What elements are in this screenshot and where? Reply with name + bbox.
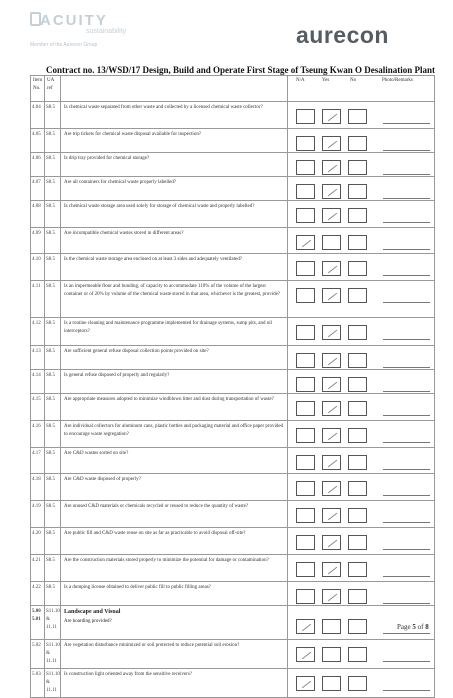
- question-label: Are all containers for chemical waste properly labelled?: [64, 180, 177, 185]
- tick-mark-icon: [302, 624, 311, 631]
- table-row: [31, 501, 435, 528]
- remarks-line[interactable]: [383, 690, 430, 691]
- na-checkbox[interactable]: [296, 481, 315, 496]
- table-row: [31, 555, 435, 582]
- no-checkbox[interactable]: [348, 589, 367, 604]
- question-label: Is drip tray provided for chemical storage?: [64, 156, 150, 161]
- na-checkbox[interactable]: [296, 401, 315, 416]
- yes-checkbox[interactable]: [322, 377, 341, 392]
- question-text: [61, 228, 288, 254]
- yes-checkbox[interactable]: [322, 261, 341, 276]
- item-number: 4.22: [31, 582, 45, 606]
- table-row: [31, 228, 435, 254]
- yes-checkbox[interactable]: [322, 508, 341, 523]
- remarks-line[interactable]: [383, 249, 430, 250]
- question-text: [61, 582, 288, 606]
- response-cell: [288, 129, 435, 153]
- no-checkbox[interactable]: [348, 562, 367, 577]
- tick-mark-icon: [328, 165, 337, 172]
- yes-checkbox[interactable]: [322, 184, 341, 199]
- yes-checkbox[interactable]: [322, 428, 341, 443]
- ua-reference: S11.10 & 11.11: [45, 606, 61, 640]
- yes-checkbox[interactable]: [322, 455, 341, 470]
- tick-mark-icon: [328, 189, 337, 196]
- no-checkbox[interactable]: [348, 619, 367, 634]
- question-label: Are appropriate measures adopted to minimize windblown litter and dust during transportation of waste?: [64, 397, 274, 402]
- response-cell: [288, 346, 435, 370]
- tick-mark-icon: [302, 240, 311, 247]
- yes-checkbox[interactable]: [322, 676, 341, 691]
- remarks-line[interactable]: [383, 603, 430, 604]
- item-no-header: Item No.: [31, 76, 45, 102]
- aurecon-logo: aurecon: [296, 22, 389, 48]
- table-row: [31, 640, 435, 669]
- ua-reference: S8.5: [45, 501, 61, 528]
- question-text: [61, 421, 288, 448]
- table-row: [31, 201, 435, 228]
- ua-reference: S8.5: [45, 318, 61, 346]
- response-header: [288, 76, 435, 102]
- tick-mark-icon: [328, 293, 337, 300]
- item-number: 4.12: [31, 318, 45, 346]
- question-label: Is general refuse disposed of properly and regularly?: [64, 373, 170, 378]
- ua-reference: S8.5: [45, 201, 61, 228]
- table-row: [31, 370, 435, 394]
- remarks-line[interactable]: [383, 198, 430, 199]
- question-label: Are C&D wastes sorted on site?: [64, 451, 129, 456]
- table-row: [31, 281, 435, 318]
- question-text: [61, 318, 288, 346]
- question-text: [61, 346, 288, 370]
- item-number: 4.13: [31, 346, 45, 370]
- response-cell: [288, 370, 435, 394]
- remarks-line[interactable]: [383, 442, 430, 443]
- response-cell: [288, 177, 435, 201]
- remarks-line[interactable]: [383, 123, 430, 124]
- no-checkbox[interactable]: [348, 508, 367, 523]
- tick-mark-icon: [328, 460, 337, 467]
- response-cell: [288, 474, 435, 501]
- question-text: [61, 555, 288, 582]
- question-label: Is an impermeable floor and bunding, of capacity to accommodate 110% of the volume of the largest container or of 20% by volume of the chemical waste stored in that area, whichever is the greatest, provide?: [64, 284, 281, 297]
- na-checkbox[interactable]: [296, 136, 315, 151]
- na-checkbox[interactable]: [296, 589, 315, 604]
- item-number: 4.06: [31, 153, 45, 177]
- response-cell: [288, 318, 435, 346]
- table-row: [31, 153, 435, 177]
- item-number: 5.02: [31, 640, 45, 669]
- ua-reference: S8.5: [45, 129, 61, 153]
- tick-mark-icon: [328, 382, 337, 389]
- na-checkbox[interactable]: [296, 535, 315, 550]
- remarks-line[interactable]: [383, 339, 430, 340]
- question-header: [61, 76, 288, 102]
- question-label: Is construction light oriented away from the sensitive receivers?: [64, 672, 193, 677]
- na-header: N/A: [296, 78, 305, 83]
- no-checkbox[interactable]: [348, 288, 367, 303]
- na-checkbox[interactable]: [296, 261, 315, 276]
- item-number: 4.11: [31, 281, 45, 318]
- table-header-row: [31, 76, 435, 102]
- no-checkbox[interactable]: [348, 401, 367, 416]
- yes-checkbox[interactable]: [322, 288, 341, 303]
- ua-reference: S11.10 & 11.11: [45, 669, 61, 698]
- yes-checkbox[interactable]: [322, 535, 341, 550]
- response-cell: [288, 281, 435, 318]
- yes-checkbox[interactable]: [322, 562, 341, 577]
- question-label: Are C&D waste disposed of properly?: [64, 477, 141, 482]
- response-cell: [288, 394, 435, 421]
- remarks-line[interactable]: [383, 633, 430, 634]
- document-title: Contract no. 13/WSD/17 Design, Build and Operate First Stage of Tseung Kwan O Desalination Plant: [46, 65, 436, 75]
- no-header: No: [350, 78, 357, 83]
- tick-mark-icon: [328, 358, 337, 365]
- response-cell: [288, 528, 435, 555]
- tick-mark-icon: [302, 681, 311, 688]
- question-label: Is the chemical waste storage area enclosed on at least 3 sides and adequately ventilated?: [64, 257, 242, 262]
- table-row: [31, 177, 435, 201]
- response-cell: [288, 501, 435, 528]
- table-row: [31, 254, 435, 281]
- question-label: Is a dumping license obtained to deliver public fill to public filling areas?: [64, 585, 211, 590]
- item-number: 4.20: [31, 528, 45, 555]
- table-row: [31, 474, 435, 501]
- question-label: Are incompatible chemical wastes stored in different areas?: [64, 231, 184, 236]
- na-checkbox[interactable]: [296, 647, 315, 662]
- response-cell: [288, 640, 435, 669]
- question-text: [61, 281, 288, 318]
- yes-header: Yes: [322, 78, 330, 83]
- remarks-line[interactable]: [383, 549, 430, 550]
- tick-mark-icon: [328, 213, 337, 220]
- item-number: 4.21: [31, 555, 45, 582]
- item-number: 4.09: [31, 228, 45, 254]
- remarks-line[interactable]: [383, 661, 430, 662]
- item-number: 4.15: [31, 394, 45, 421]
- tick-mark-icon: [302, 652, 311, 659]
- na-checkbox[interactable]: [296, 619, 315, 634]
- item-number: 4.16: [31, 421, 45, 448]
- acuity-logo-member: Member of the Aurecon Group: [30, 42, 98, 48]
- question-text: [61, 254, 288, 281]
- tick-mark-icon: [328, 567, 337, 574]
- question-text: [61, 501, 288, 528]
- ua-reference: S8.5: [45, 528, 61, 555]
- question-label: Are public fill and C&D waste reuse on site as far as practicable to avoid disposal off-site?: [64, 531, 246, 536]
- acuity-logo: [30, 12, 150, 52]
- yes-checkbox[interactable]: [322, 647, 341, 662]
- question-subitem-label: Are hoarding provided?: [64, 618, 112, 624]
- yes-checkbox[interactable]: [322, 325, 341, 340]
- remarks-line[interactable]: [383, 302, 430, 303]
- table-row: [31, 528, 435, 555]
- question-text: [61, 448, 288, 474]
- question-label: Is a routine cleaning and maintenance programme implemented for drainage systems, sump pits, and oil interceptors?: [64, 321, 272, 334]
- table-row: [31, 394, 435, 421]
- question-text: [61, 201, 288, 228]
- table-row: [31, 129, 435, 153]
- ua-reference: S8.5: [45, 582, 61, 606]
- ua-reference: S8.5: [45, 177, 61, 201]
- no-checkbox[interactable]: [348, 353, 367, 368]
- no-checkbox[interactable]: [348, 455, 367, 470]
- na-checkbox[interactable]: [296, 288, 315, 303]
- tick-mark-icon: [328, 513, 337, 520]
- ua-reference: S8.5: [45, 370, 61, 394]
- table-row: [31, 318, 435, 346]
- tick-mark-icon: [328, 594, 337, 601]
- question-label: Is chemical waste separated from other waste and collected by a licensed chemical waste collector?: [64, 105, 263, 110]
- question-label: Landscape and Visual: [64, 609, 121, 615]
- ua-reference: S8.5: [45, 281, 61, 318]
- no-checkbox[interactable]: [348, 325, 367, 340]
- item-number: 4.18: [31, 474, 45, 501]
- na-checkbox[interactable]: [296, 562, 315, 577]
- response-cell: [288, 448, 435, 474]
- no-checkbox[interactable]: [348, 261, 367, 276]
- no-checkbox[interactable]: [348, 136, 367, 151]
- remarks-line[interactable]: [383, 495, 430, 496]
- remarks-line[interactable]: [383, 576, 430, 577]
- no-checkbox[interactable]: [348, 535, 367, 550]
- item-number: 4.05: [31, 129, 45, 153]
- remarks-line[interactable]: [383, 174, 430, 175]
- no-checkbox[interactable]: [348, 235, 367, 250]
- no-checkbox[interactable]: [348, 109, 367, 124]
- question-text: [61, 102, 288, 129]
- response-cell: [288, 421, 435, 448]
- question-label: Are unused C&D materials or chemicals recycled or reused to reduce the quantity of waste?: [64, 504, 249, 509]
- yes-checkbox[interactable]: [322, 481, 341, 496]
- na-checkbox[interactable]: [296, 377, 315, 392]
- question-label: Are individual collectors for aluminum cans, plastic bottles and packaging material and office paper provided to encourage waste segregation?: [64, 424, 284, 437]
- no-checkbox[interactable]: [348, 184, 367, 199]
- tick-mark-icon: [328, 114, 337, 121]
- item-number: 4.04: [31, 102, 45, 129]
- response-cell: [288, 102, 435, 129]
- table-row: [31, 606, 435, 640]
- item-number: 4.19: [31, 501, 45, 528]
- ua-reference: S11.10 & 11.11: [45, 640, 61, 669]
- yes-checkbox[interactable]: [322, 136, 341, 151]
- item-number: 4.14: [31, 370, 45, 394]
- no-checkbox[interactable]: [348, 208, 367, 223]
- item-number: 5.03: [31, 669, 45, 698]
- question-text: [61, 394, 288, 421]
- yes-checkbox[interactable]: [322, 353, 341, 368]
- na-checkbox[interactable]: [296, 353, 315, 368]
- yes-checkbox[interactable]: [322, 235, 341, 250]
- question-text: [61, 129, 288, 153]
- ua-reference: S8.5: [45, 394, 61, 421]
- question-text: [61, 474, 288, 501]
- item-number: 4.07: [31, 177, 45, 201]
- yes-checkbox[interactable]: [322, 109, 341, 124]
- table-row: [31, 102, 435, 129]
- yes-checkbox[interactable]: [322, 208, 341, 223]
- na-checkbox[interactable]: [296, 455, 315, 470]
- na-checkbox[interactable]: [296, 325, 315, 340]
- response-cell: [288, 153, 435, 177]
- tick-mark-icon: [328, 330, 337, 337]
- item-number: 4.10: [31, 254, 45, 281]
- question-text: [61, 177, 288, 201]
- response-cell: [288, 582, 435, 606]
- question-text: [61, 640, 288, 669]
- ua-reference: S8.5: [45, 153, 61, 177]
- no-checkbox[interactable]: [348, 428, 367, 443]
- question-text: [61, 606, 288, 640]
- remarks-line[interactable]: [383, 469, 430, 470]
- tick-mark-icon: [328, 486, 337, 493]
- yes-checkbox[interactable]: [322, 589, 341, 604]
- response-cell: [288, 228, 435, 254]
- tick-mark-icon: [328, 141, 337, 148]
- no-checkbox[interactable]: [348, 377, 367, 392]
- acuity-logo-name: ACUITY: [40, 12, 108, 29]
- tick-mark-icon: [328, 406, 337, 413]
- question-text: [61, 669, 288, 698]
- remarks-line[interactable]: [383, 391, 430, 392]
- remarks-line[interactable]: [383, 522, 430, 523]
- ua-reference: S8.5: [45, 448, 61, 474]
- na-checkbox[interactable]: [296, 235, 315, 250]
- remarks-header: Photo/Remarks: [382, 78, 413, 83]
- no-checkbox[interactable]: [348, 160, 367, 175]
- ua-reference: S8.5: [45, 346, 61, 370]
- page-number: Page 5 of 8: [397, 623, 429, 631]
- remarks-line[interactable]: [383, 275, 430, 276]
- yes-checkbox[interactable]: [322, 401, 341, 416]
- response-cell: [288, 555, 435, 582]
- table-row: [31, 421, 435, 448]
- table-row: [31, 669, 435, 698]
- ua-reference: S8.5: [45, 102, 61, 129]
- response-cell: [288, 254, 435, 281]
- acuity-logo-sub: sustainability: [86, 28, 127, 35]
- ua-reference: S8.5: [45, 474, 61, 501]
- ua-ref-header: UA ref: [45, 76, 61, 102]
- remarks-line[interactable]: [383, 367, 430, 368]
- question-label: Are sufficient general refuse disposal collection points provided on site?: [64, 349, 209, 354]
- question-text: [61, 370, 288, 394]
- checklist-table: [30, 75, 435, 698]
- tick-mark-icon: [328, 540, 337, 547]
- na-checkbox[interactable]: [296, 208, 315, 223]
- remarks-line[interactable]: [383, 222, 430, 223]
- tick-mark-icon: [328, 266, 337, 273]
- na-checkbox[interactable]: [296, 160, 315, 175]
- yes-checkbox[interactable]: [322, 160, 341, 175]
- na-checkbox[interactable]: [296, 184, 315, 199]
- no-checkbox[interactable]: [348, 676, 367, 691]
- checklist-rows: [31, 102, 435, 698]
- tick-mark-icon: [328, 433, 337, 440]
- remarks-line[interactable]: [383, 415, 430, 416]
- na-checkbox[interactable]: [296, 508, 315, 523]
- yes-checkbox[interactable]: [322, 619, 341, 634]
- response-cell: [288, 669, 435, 698]
- no-checkbox[interactable]: [348, 647, 367, 662]
- na-checkbox[interactable]: [296, 109, 315, 124]
- question-text: [61, 528, 288, 555]
- ua-reference: S8.5: [45, 254, 61, 281]
- item-number: 4.17: [31, 448, 45, 474]
- response-cell: [288, 201, 435, 228]
- ua-reference: S8.5: [45, 555, 61, 582]
- remarks-line[interactable]: [383, 150, 430, 151]
- na-checkbox[interactable]: [296, 428, 315, 443]
- no-checkbox[interactable]: [348, 481, 367, 496]
- question-label: Are trip tickets for chemical waste disposal available for inspection?: [64, 132, 202, 137]
- question-text: [61, 153, 288, 177]
- table-row: [31, 448, 435, 474]
- ua-reference: S8.5: [45, 228, 61, 254]
- question-label: Is chemical waste storage area used solely for storage of chemical waste and properly labelled?: [64, 204, 255, 209]
- table-row: [31, 582, 435, 606]
- question-label: Are vegetation disturbance minimized or soil protected to reduce potential soil erosion?: [64, 643, 240, 648]
- ua-reference: S8.5: [45, 421, 61, 448]
- item-number: 5.00 5.01: [31, 606, 45, 640]
- question-label: Are the construction materials stored properly to minimize the potential for damage or contamination?: [64, 558, 269, 563]
- item-number: 4.08: [31, 201, 45, 228]
- na-checkbox[interactable]: [296, 676, 315, 691]
- table-row: [31, 346, 435, 370]
